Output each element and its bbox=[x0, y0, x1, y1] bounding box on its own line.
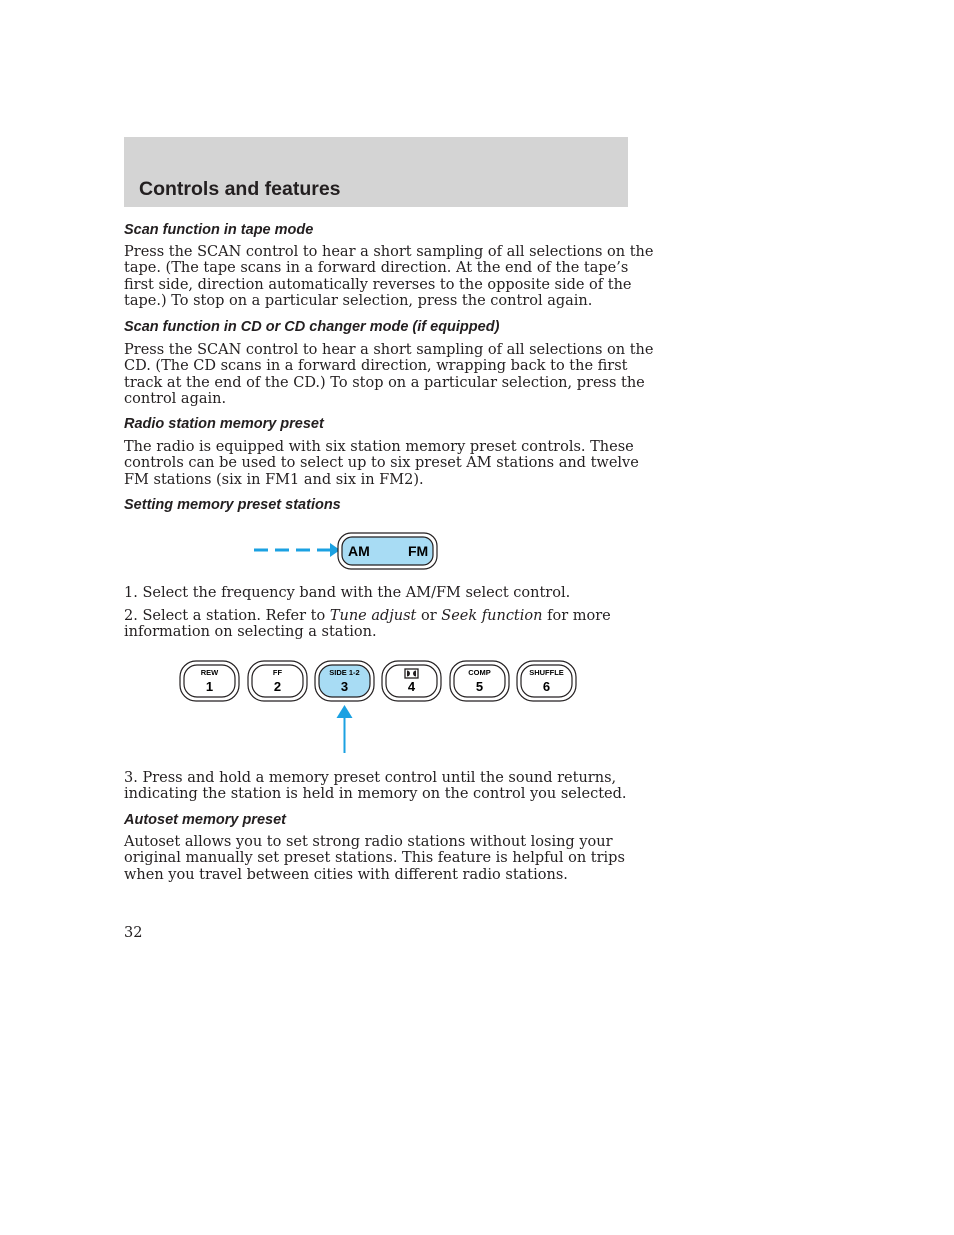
text-line: tape.) To stop on a particular selection, press the control again. bbox=[124, 292, 593, 309]
text-line: Press the SCAN control to hear a short sampling of all selections on the bbox=[124, 244, 654, 260]
heading-memory-preset: Radio station memory preset bbox=[124, 416, 324, 432]
text-line: when you travel between cities with different radio stations. bbox=[124, 866, 568, 883]
paragraph-autoset bbox=[124, 834, 624, 883]
preset-top-label: SHUFFLE bbox=[529, 668, 564, 677]
step-2-prefix: 2. Select a station. Refer to bbox=[124, 608, 330, 624]
text-line: original manually set preset stations. This feature is helpful on trips bbox=[124, 850, 625, 867]
text-line: indicating the station is held in memory on the control you selected. bbox=[124, 786, 627, 803]
tune-adjust-ref: Tune adjust bbox=[329, 608, 417, 624]
preset-number: 1 bbox=[205, 679, 214, 694]
fm-label: FM bbox=[408, 543, 429, 559]
paragraph-scan-cd bbox=[124, 342, 654, 407]
text-line: information on selecting a station. bbox=[124, 624, 377, 641]
am-label: AM bbox=[348, 543, 370, 559]
section-title: Controls and features bbox=[139, 178, 341, 200]
text-line: 3. Press and hold a memory preset control until the sound returns, bbox=[124, 770, 617, 786]
text-line: controls can be used to select up to six preset AM stations and twelve bbox=[124, 455, 639, 472]
heading-scan-tape: Scan function in tape mode bbox=[124, 222, 314, 238]
text-line: Autoset allows you to set strong radio stations without losing your bbox=[124, 834, 613, 850]
amfm-illustration bbox=[250, 530, 440, 572]
preset-top-label: FF bbox=[272, 668, 283, 677]
text-line: control again. bbox=[124, 390, 227, 407]
page-number: 32 bbox=[124, 925, 143, 941]
heading-scan-cd: Scan function in CD or CD changer mode (if equipped) bbox=[124, 319, 500, 335]
step-2-mid: or bbox=[416, 608, 442, 624]
up-arrow bbox=[337, 705, 353, 753]
preset-button-6[interactable] bbox=[517, 661, 576, 701]
preset-button-5[interactable] bbox=[450, 661, 509, 701]
preset-button-1[interactable] bbox=[180, 661, 239, 701]
preset-top-label: REW bbox=[200, 668, 219, 677]
preset-buttons-illustration bbox=[178, 659, 580, 755]
text-line: The radio is equipped with six station memory preset controls. These bbox=[124, 439, 634, 455]
text-line: first side, direction automatically reverses to the opposite side of the bbox=[124, 276, 632, 293]
text-line: Press the SCAN control to hear a short sampling of all selections on the bbox=[124, 342, 654, 358]
preset-top-label: SIDE 1-2 bbox=[329, 668, 360, 677]
paragraph-scan-tape bbox=[124, 244, 654, 309]
seek-function-ref: Seek function bbox=[441, 608, 543, 624]
heading-setting-presets: Setting memory preset stations bbox=[124, 497, 341, 513]
amfm-select-button[interactable] bbox=[338, 533, 437, 569]
heading-autoset: Autoset memory preset bbox=[124, 812, 286, 828]
text-line: FM stations (six in FM1 and six in FM2). bbox=[124, 471, 424, 488]
text-line: track at the end of the CD.) To stop on a particular selection, press the bbox=[124, 374, 645, 391]
preset-number: 5 bbox=[475, 679, 484, 694]
text-line: 1. Select the frequency band with the AM/FM select control. bbox=[124, 585, 571, 601]
preset-button-2[interactable] bbox=[248, 661, 307, 701]
preset-number: 6 bbox=[542, 679, 551, 694]
text-line bbox=[124, 608, 624, 624]
paragraph-memory-preset bbox=[124, 439, 639, 488]
section-header-band bbox=[124, 137, 628, 207]
preset-number: 4 bbox=[407, 679, 416, 694]
step-3 bbox=[124, 770, 627, 803]
preset-button-3[interactable] bbox=[315, 661, 374, 701]
preset-number: 3 bbox=[340, 679, 349, 694]
step-2 bbox=[124, 608, 624, 641]
step-2-suffix: for more bbox=[542, 608, 611, 624]
text-line: CD. (The CD scans in a forward direction, wrapping back to the first bbox=[124, 358, 628, 375]
preset-button-4[interactable] bbox=[382, 661, 441, 701]
text-line: tape. (The tape scans in a forward direction. At the end of the tape’s bbox=[124, 260, 629, 277]
step-1 bbox=[124, 585, 624, 601]
preset-number: 2 bbox=[273, 679, 282, 694]
preset-top-label: COMP bbox=[468, 668, 491, 677]
